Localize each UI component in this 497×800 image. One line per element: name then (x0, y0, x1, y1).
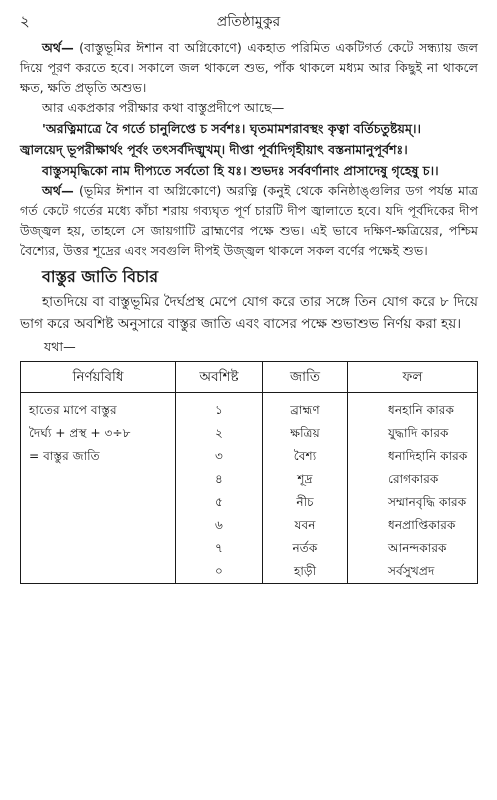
caste-value: বৈশ্য (293, 449, 317, 463)
meaning-text: (বাস্তুভূমির ঈশান বা অগ্নিকোণে) একহাত পরিমিত একটিগর্ত কেটে সন্ধ্যায় জল দিয়ে পূরণ করতে হবে। সকালে জল থাকলে শুভ, পাঁক থাকলে মধ্যম আর কিছুই না থাকলে ক্ষত, ক্ষতি প্রভৃতি অশুভ। (20, 40, 478, 95)
sanskrit-verse-2: জ্বালয়েদ্ ভূপরীক্ষার্থং পূর্বং তৎসর্বদিঙ্মুখম্। দীপ্তা পূর্বাদিগৃহীয়াৎ বস্তনামানুপূর্বশঃ। (20, 142, 408, 157)
result-value: ধনাদিহানি কারক (388, 449, 468, 463)
header-caste: জাতি (263, 362, 348, 393)
running-title: প্রতিষ্ঠামুকুর (216, 14, 281, 30)
caste-value: যবন (294, 518, 316, 532)
method-line: হাতের মাপে বাস্তুর (29, 403, 117, 417)
meaning-lead: অর্থ— (42, 183, 74, 198)
remainder-value: ৩ (215, 449, 223, 463)
header-remainder: অবশিষ্ট (176, 362, 263, 393)
table-header-row (21, 362, 478, 393)
caste-value: ব্রাহ্মণ (290, 403, 320, 417)
table-body-row (21, 393, 478, 584)
example-label: যথা— (44, 339, 76, 354)
remainder-value: ২ (215, 426, 223, 440)
result-column (348, 393, 478, 584)
remainder-value: ৫ (215, 495, 223, 509)
remainder-value: ০ (215, 564, 223, 578)
caste-value: নর্তক (292, 541, 318, 555)
method-cell (21, 393, 176, 584)
method-paragraph: হাতদিয়ে বা বাস্তুভূমির দৈর্ঘপ্রস্থ মেপে যোগ করে তার সঙ্গে তিন যোগ করে ৮ দিয়ে ভাগ করে অবশিষ্ট অনুসারে বাস্তুর জাতি এবং বাসের পক্ষে শুভাশুভ নির্ণয় করা হয়। (20, 294, 478, 332)
caste-value: শূদ্র (297, 472, 313, 486)
vastu-caste-table (20, 361, 478, 584)
remainder-value: ৬ (215, 518, 223, 532)
result-value: সর্বসুখপ্রদ (388, 564, 435, 578)
result-value: ধনহানি কারক (388, 403, 454, 417)
method-line: = বাস্তুর জাতি (29, 449, 100, 463)
remainder-column (176, 393, 263, 584)
intro-paragraph: আর একপ্রকার পরীক্ষার কথা বাস্তুপ্রদীপে আছে— (42, 100, 285, 115)
result-value: যুদ্ধাদি কারক (388, 426, 449, 440)
sanskrit-verse-1: 'অরত্নিমাত্রে বৈ গর্তে চানুলিপ্তে চ সর্বশঃ। ঘৃতমামশরাবস্থং কৃত্বা বর্তিচতুষ্টয়ম্।। (42, 121, 421, 136)
meaning-paragraph-2 (20, 181, 478, 261)
sanskrit-verse-3: বাস্তুসমৃদ্ধিকো নাম দীপ্যতে সর্বতো হি যঃ। শুভদঃ সর্ববর্ণানাং প্রাসাদেষু গৃহেষু চ।। (42, 163, 439, 178)
header-result: ফল (348, 362, 478, 393)
section-heading: বাস্তুর জাতি বিচার (42, 267, 159, 286)
caste-value: ক্ষত্রিয় (290, 426, 320, 440)
caste-column (263, 393, 348, 584)
page-body (20, 38, 478, 584)
caste-value: নীচ (296, 495, 314, 509)
result-value: রোগকারক (388, 472, 439, 486)
meaning-text: (ভূমির ঈশান বা অগ্নিকোণে) অরত্নি (কনুই থেকে কনিষ্ঠাঙ্গুলির ডগ পর্যন্ত মাত্র গর্ত কেটে গর্তের মধ্যে কাঁচা শরায় গব্যঘৃত পূর্ণ চারটি দীপ জ্বালাতে হবে। যদি পূর্বদিকের দীপ উজ্জ্বল হয়, তাহলে সে জায়গাটি ব্রাহ্মণের পক্ষে শুভ। এই ভাবে দক্ষিণ-ক্ষত্রিয়ের, পশ্চিম বৈশ্যের, উত্তর শূদ্রের এবং সবগুলি দীপই উজ্জ্বল থাকলে সকল বর্ণের পক্ষেই শুভ। (20, 183, 478, 258)
meaning-lead: অর্থ— (42, 40, 74, 55)
remainder-value: ১ (215, 403, 223, 417)
page-header (20, 10, 477, 32)
page-number: ২ (20, 12, 30, 30)
remainder-value: ৭ (215, 541, 223, 555)
result-value: আনন্দকারক (388, 541, 447, 555)
result-value: ধনপ্রাপ্তিকারক (388, 518, 456, 532)
caste-value: হাড়ী (293, 564, 317, 578)
header-method: নির্ণয়বিধি (21, 362, 176, 393)
method-line: দৈর্ঘ্য + প্রস্থ + ৩÷৮ (29, 426, 131, 440)
result-value: সম্মানবৃদ্ধি কারক (388, 495, 467, 509)
meaning-paragraph-1 (20, 38, 478, 98)
remainder-value: ৪ (215, 472, 223, 486)
